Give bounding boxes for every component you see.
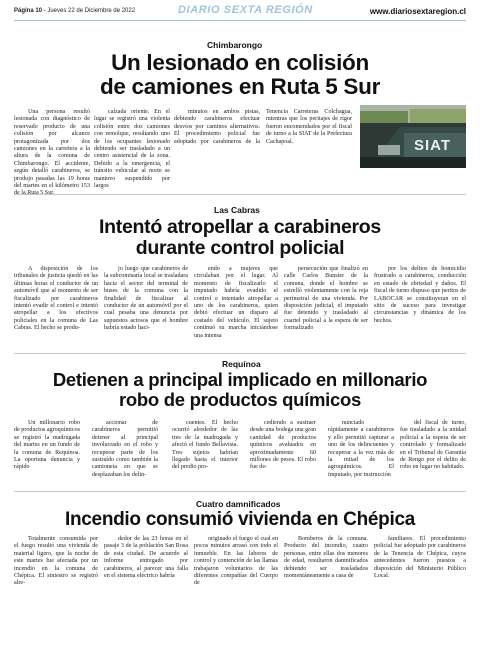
article1-column-2: calzada oriente. En el lugar se registró una violenta colisión entre dos camiones con remolque, resultando uno de los ocupantes lesionado debiendo ser trasladado a un centro asistencial de la zona. Debido a la emergencia, el tránsito vehicular al norte se mantuvo suspendido por largos bbox=[94, 109, 170, 190]
article1-headline-line2: de camiones en Ruta 5 Sur bbox=[99, 74, 381, 100]
article2-column-5: por los delitos de homicidio frustrado a carabineros, conducción en estado de ebriedad y daños. El fiscal de turno dispuso que peritos de LABOCAR se constituyeran en el sitio de suceso para investigar circunstancias y dinámica de los hechos. bbox=[374, 266, 466, 324]
article1-column-3: minutos en ambos pistas, debiendo carabineros efectuar desvíos por caminos alternativos. El procedimiento policial fue adoptado por carabineros de la Tenencia Carreteras Colchagua, mientras que los peritajes de rigor fueron encomendados por el fiscal de turno a la SIAT de la Prefectura Cachapoal. bbox=[174, 109, 352, 145]
article2-headline-line1: Intentó atropellar a carabineros bbox=[99, 216, 381, 238]
article4-column-2: dedor de las 23 horas en el pasaje 3 de la población San Rosa de esta ciudad. De acuerdo al informe entregado por carabineros, al parecer una falla en el sistema eléctrico habría bbox=[104, 536, 188, 580]
article4-column-4: Bomberos de la comuna. Producto del incendio, cuatro personas, entre ellas dos menores de edad, resultaron damnificados debiendo ser trasladados momentáneamente a casa de bbox=[284, 536, 368, 580]
article2-column-2: jo luego que carabineros de la subcomisaría local se trasladara hacia el sector del terminal de buses de la comuna con la finalidad de fiscalizar al conductor de un automóvil por el cual pesaba una denuncia por supuestos actosos que el hombre habría estado haci- bbox=[104, 266, 188, 332]
photo-caption-text: SIAT bbox=[414, 137, 452, 154]
section-divider-3 bbox=[14, 491, 466, 492]
article2-column-3: endo a mujeres que circulaban por el lugar. Al momento de fiscalizarlo el imputado habría evadido el control e intentado atropellar a uno de los carabineros, quien debió efectuar un disparo al costado del vehículo. El sujeto continuó su marcha iniciándose una intensa bbox=[194, 266, 278, 339]
article3-column-5: nunciado rápidamente a carabineros y ello permitió capturar a uno de los delincuentes y recuperar a la vez más de la mitad de los agroquímicos. El imputado, por instrucción bbox=[328, 420, 394, 478]
page-date-line bbox=[14, 8, 135, 14]
article4-headline-line1: Incendio consumió vivienda en Chépica bbox=[65, 509, 415, 530]
masthead-rule bbox=[14, 20, 466, 21]
section-divider-1 bbox=[14, 194, 466, 195]
masthead bbox=[0, 0, 480, 24]
article4-headline bbox=[14, 510, 466, 531]
article1-column-1: Una persona resultó lesionada con diagnóstico de reservado producto de una colisión por alcance protagonizada por dos camiones en la carretera a la altura de la comuna de Chimbarongo. El accidente, según detalló carabineros, se produjo pasadas las 19 horas del martes en el kilómetro 153 de la Ruta 5 Sur, bbox=[14, 109, 90, 197]
article3-column-2: accionar de carabineros permitió detener al principal involucrado en el robo y recuperar parte de los sustraído como también la camioneta en que se desplazaban los delin- bbox=[92, 420, 158, 478]
article2-kicker: Las Cabras bbox=[214, 205, 260, 215]
article4-column-1: Totalmente consumida por el fuego resultó una vivienda de material ligero, que la noche de este martes fue afectada por un incendio en la comuna de Chépica. El siniestro se registró alre- bbox=[14, 536, 98, 587]
issue-date: - Jueves 22 de Diciembre de 2022 bbox=[42, 8, 136, 14]
article3-column-1: Un millonario robo de productos agroquímicos se registró la madrugada del martes en un fundo de la comuna de Requínoa. La oportuna denuncia y rápido bbox=[14, 420, 81, 471]
page-number: Página 10 bbox=[14, 8, 43, 14]
article3-column-3: cuentes. El hecho ocurrió alrededor de las tres de la madrugada y afectó el fundo Bellavista. Tres sujetos habrían llegado hasta el interior del predio pro- bbox=[172, 420, 238, 471]
article1-headline bbox=[14, 51, 466, 100]
section-divider-2 bbox=[14, 353, 466, 354]
accident-photo bbox=[360, 105, 466, 168]
article3-headline-line1: Detienen a principal implicado en millonario bbox=[52, 369, 428, 390]
article2-column-4: persecución que finalizó en calle Carlos Bunster de la comuna, donde el hombre se estrelló violentamente con la reja perimetral de una vivienda. Por disposición judicial, el imputado fue detenido y trasladado al cuartel policial a la espera de ser formalizado bbox=[284, 266, 368, 332]
article3-column-4: cediendo a sustraer desde una bodega una gran cantidad de productos químicos avaluados en aproximadamente 60 millones de pesos. El robo fue de- bbox=[250, 420, 316, 471]
article4-column-5: familiares. El procedimiento policial fue adoptado por carabineros de la Tenencia de Chépica, cuyos antecedentes fueron puestos a disposición del Ministerio Público Local. bbox=[374, 536, 466, 580]
article2-headline bbox=[14, 217, 466, 259]
publication-name: DIARIO SEXTA REGIÓN bbox=[178, 4, 313, 16]
website-link[interactable]: www.diariosextaregion.cl bbox=[369, 7, 466, 16]
article3-kicker: Requínoa bbox=[222, 359, 261, 369]
article3-headline-line2: robo de productos químicos bbox=[119, 388, 361, 410]
article4-column-3: originado el fuego el cual en pocos minutos arrasó con todo el inmueble. En las labores de control y contención de las llamas trabajaron voluntarios de las diferentes compañías del Cuerpo de bbox=[194, 536, 278, 587]
article3-column-6: del fiscal de turno, fue trasladado a la unidad policial a la espera de ser controlado y formalizado en el Tribunal de Garantía de Rengo por el delito de robo en lugar no habitado. bbox=[400, 420, 466, 471]
article1-kicker: Chimbarongo bbox=[207, 40, 263, 50]
article3-headline bbox=[14, 370, 466, 410]
article4-kicker: Cuatro damnificados bbox=[196, 499, 281, 509]
article2-headline-line2: durante control policial bbox=[135, 237, 345, 260]
article2-column-1: A disposición de los tribunales de justicia quedó en las últimas horas el conductor de un automóvil que al momento de ser fiscalizado por carabineros intentó evadir el control e intentó atropellar a los efectivos policiales en la comuna de Las Cabras. El hecho se produ- bbox=[14, 266, 98, 332]
article1-headline-line1: Un lesionado en colisión bbox=[111, 50, 369, 75]
